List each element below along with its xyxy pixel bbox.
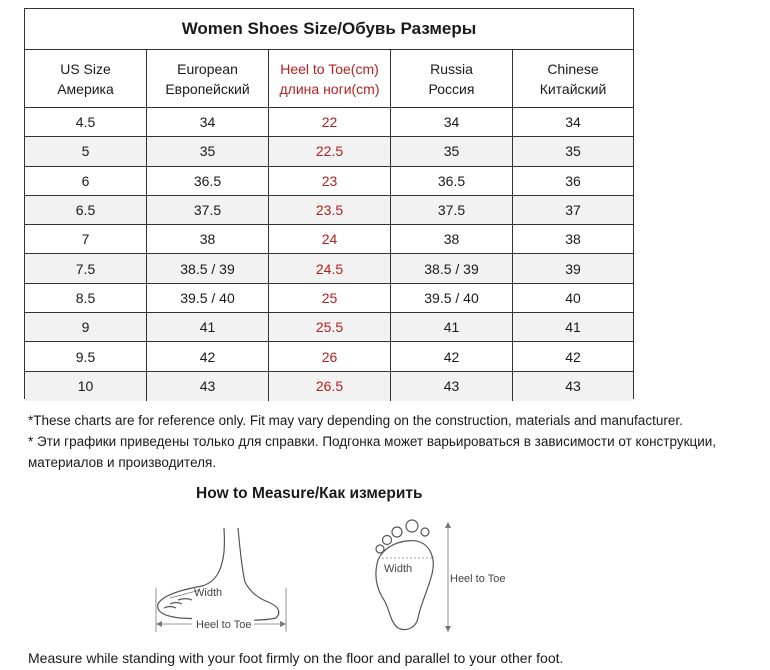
top-heel-to-toe-label: Heel to Toe bbox=[450, 573, 506, 585]
table-row bbox=[25, 108, 633, 137]
table-row bbox=[25, 137, 633, 166]
cell-ru: 36.5 bbox=[391, 167, 513, 195]
table-title: Women Shoes Size/Обувь Размеры bbox=[25, 9, 633, 50]
cell-eu: 36.5 bbox=[147, 167, 269, 195]
size-table bbox=[24, 8, 634, 399]
measure-instruction: Measure while standing with your foot firmly on the floor and parallel to your other foot. bbox=[28, 650, 564, 666]
cell-cm: 23.5 bbox=[269, 196, 391, 224]
table-row bbox=[25, 342, 633, 371]
header-european-en: European bbox=[177, 60, 238, 77]
cell-us: 5 bbox=[25, 137, 147, 165]
cell-eu: 43 bbox=[147, 372, 269, 401]
cell-ru: 39.5 / 40 bbox=[391, 284, 513, 312]
cell-eu: 39.5 / 40 bbox=[147, 284, 269, 312]
header-chinese-ru: Китайский bbox=[539, 80, 607, 97]
cell-eu: 41 bbox=[147, 313, 269, 341]
header-russia-ru: Россия bbox=[428, 80, 475, 97]
cell-cm: 26.5 bbox=[269, 372, 391, 401]
note-russian-line1: * Эти графики приведены только для справки. Подгонка может варьироваться в зависимости от конструкции, bbox=[28, 434, 717, 449]
side-width-label: Width bbox=[194, 587, 223, 599]
table-header-row bbox=[25, 50, 633, 108]
header-russia-en: Russia bbox=[430, 60, 473, 77]
cell-cm: 25.5 bbox=[269, 313, 391, 341]
table-body bbox=[25, 108, 633, 401]
cell-ru: 43 bbox=[391, 372, 513, 401]
cell-cn: 34 bbox=[565, 114, 581, 131]
cell-cm: 24 bbox=[269, 225, 391, 253]
header-heel-to-toe-en: Heel to Toe(cm) bbox=[280, 60, 379, 77]
cell-ru: 38.5 / 39 bbox=[391, 254, 513, 282]
cell-cn: 35 bbox=[565, 143, 581, 160]
table-row bbox=[25, 254, 633, 283]
cell-eu: 34 bbox=[147, 108, 269, 136]
cell-ru: 37.5 bbox=[391, 196, 513, 224]
cell-cm: 25 bbox=[269, 284, 391, 312]
cell-eu: 35 bbox=[147, 137, 269, 165]
cell-ru: 38 bbox=[391, 225, 513, 253]
note-english: *These charts are for reference only. Fit may vary depending on the construction, materials and manufacturer. bbox=[28, 413, 683, 428]
table-row bbox=[25, 167, 633, 196]
cell-us: 9.5 bbox=[25, 342, 147, 370]
side-foot-illustration bbox=[150, 520, 300, 635]
header-us-size-en: US Size bbox=[60, 60, 111, 77]
table-row bbox=[25, 225, 633, 254]
cell-cn: 43 bbox=[565, 378, 581, 395]
header-heel-to-toe bbox=[269, 50, 391, 107]
cell-cm: 24.5 bbox=[269, 254, 391, 282]
cell-ru: 41 bbox=[391, 313, 513, 341]
cell-cm: 26 bbox=[269, 342, 391, 370]
header-russia bbox=[391, 50, 513, 107]
cell-ru: 42 bbox=[391, 342, 513, 370]
cell-us: 6.5 bbox=[25, 196, 147, 224]
cell-us: 7.5 bbox=[25, 254, 147, 282]
cell-us: 6 bbox=[25, 167, 147, 195]
header-european-ru: Европейский bbox=[165, 80, 250, 97]
cell-cn: 40 bbox=[565, 289, 581, 306]
cell-cn: 36 bbox=[565, 172, 581, 189]
cell-ru: 35 bbox=[391, 137, 513, 165]
cell-cn: 38 bbox=[565, 231, 581, 248]
header-us-size-ru: Америка bbox=[57, 80, 114, 97]
cell-cm: 22.5 bbox=[269, 137, 391, 165]
cell-us: 10 bbox=[25, 372, 147, 401]
cell-us: 4.5 bbox=[25, 108, 147, 136]
cell-ru: 34 bbox=[391, 108, 513, 136]
measure-title: How to Measure/Как измерить bbox=[196, 485, 423, 502]
note-russian-line2: материалов и производителя. bbox=[28, 455, 217, 470]
table-row bbox=[25, 372, 633, 401]
cell-us: 7 bbox=[25, 225, 147, 253]
cell-eu: 37.5 bbox=[147, 196, 269, 224]
cell-cn: 37 bbox=[565, 202, 581, 219]
cell-cm: 23 bbox=[269, 167, 391, 195]
cell-cn: 39 bbox=[565, 260, 581, 277]
top-width-label: Width bbox=[384, 563, 413, 575]
table-row bbox=[25, 196, 633, 225]
cell-us: 9 bbox=[25, 313, 147, 341]
header-european bbox=[147, 50, 269, 107]
cell-cn: 41 bbox=[565, 319, 581, 336]
side-heel-to-toe-label: Heel to Toe bbox=[196, 619, 252, 631]
top-foot-illustration bbox=[370, 518, 520, 636]
cell-eu: 38.5 / 39 bbox=[147, 254, 269, 282]
header-chinese bbox=[513, 50, 633, 107]
cell-cn: 42 bbox=[565, 348, 581, 365]
header-heel-to-toe-ru: длина ноги(cm) bbox=[279, 80, 380, 97]
cell-us: 8.5 bbox=[25, 284, 147, 312]
table-row bbox=[25, 313, 633, 342]
cell-cm: 22 bbox=[269, 108, 391, 136]
header-chinese-en: Chinese bbox=[547, 60, 599, 77]
cell-eu: 38 bbox=[147, 225, 269, 253]
header-us-size bbox=[25, 50, 147, 107]
disclaimer-notes bbox=[28, 410, 768, 473]
cell-eu: 42 bbox=[147, 342, 269, 370]
table-row bbox=[25, 284, 633, 313]
